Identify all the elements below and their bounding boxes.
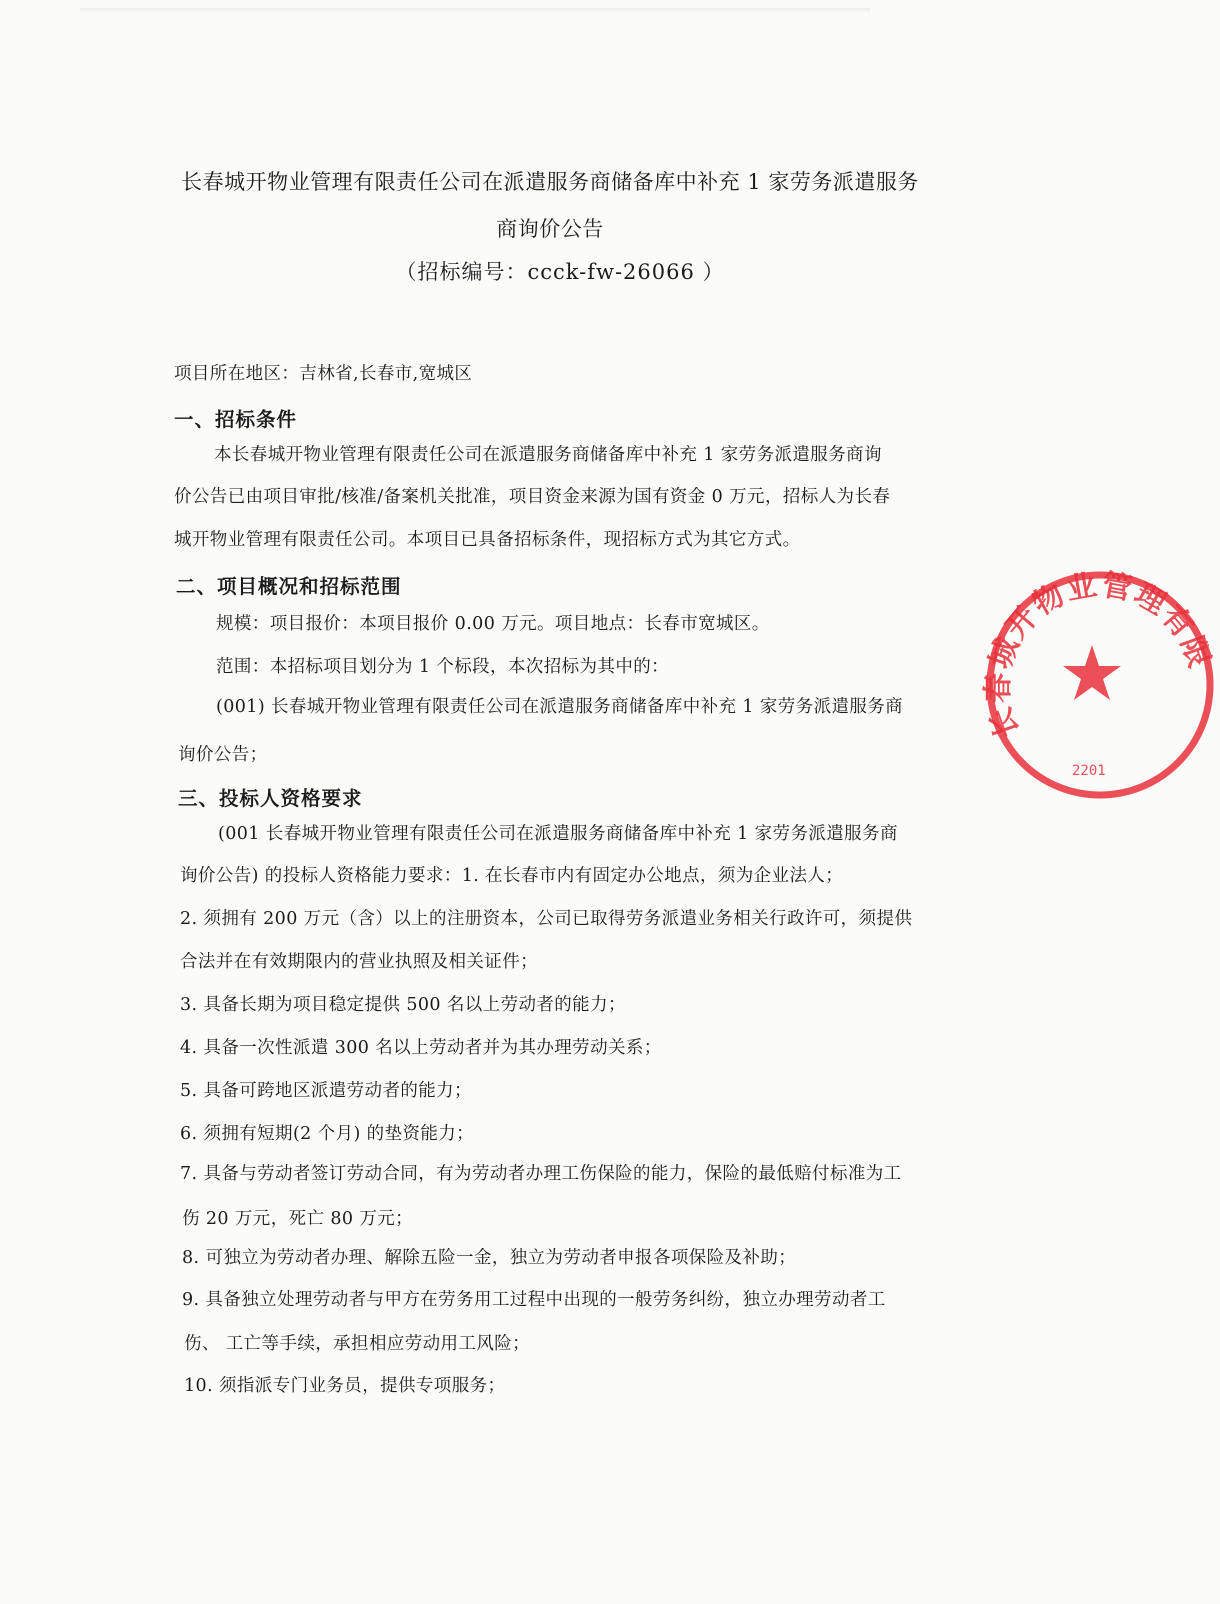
section-3-line: (001 长春城开物业管理有限责任公司在派遣服务商储备库中补充 1 家劳务派遣服务商 — [218, 824, 898, 844]
section-3-line: 合法并在有效期限内的营业执照及相关证件； — [180, 952, 538, 972]
section-2-heading: 二、项目概况和招标范围 — [176, 575, 402, 598]
section-3-line: 2. 须拥有 200 万元（含）以上的注册资本，公司已取得劳务派遣业务相关行政许可，须提供 — [180, 909, 913, 929]
seal-number: 2201 — [1072, 763, 1106, 779]
scan-shadow — [80, 8, 870, 14]
section-3-line: 伤、 工亡等手续，承担相应劳动用工风险； — [184, 1334, 531, 1354]
section-2-line: 范围：本招标项目划分为 1 个标段，本次招标为其中的： — [216, 657, 670, 677]
section-3-line: 10. 须指派专门业务员，提供专项服务； — [184, 1376, 506, 1396]
section-3-line: 8. 可独立为劳动者办理、解除五险一金，独立为劳动者申报各项保险及补助； — [182, 1248, 797, 1268]
section-2-line: (001) 长春城开物业管理有限责任公司在派遣服务商储备库中补充 1 家劳务派遣服务商 — [216, 697, 904, 717]
section-3-line: 9. 具备独立处理劳动者与甲方在劳务用工过程中出现的一般劳务纠纷，独立办理劳动者工 — [182, 1290, 886, 1310]
section-3-line: 3. 具备长期为项目稳定提供 500 名以上劳动者的能力； — [180, 995, 626, 1015]
section-3-line: 5. 具备可跨地区派遣劳动者的能力； — [180, 1081, 472, 1101]
star-icon — [1063, 645, 1121, 700]
section-3-line: 7. 具备与劳动者签订劳动合同，有为劳动者办理工伤保险的能力，保险的最低赔付标准为工 — [180, 1164, 902, 1184]
project-location: 项目所在地区：吉林省,长春市,宽城区 — [174, 364, 473, 384]
section-3-line: 6. 须拥有短期(2 个月) 的垫资能力； — [180, 1124, 475, 1144]
seal-arc-text: 长春城开物业管理有限 — [980, 567, 1218, 743]
title-line-2: 商询价公告 — [496, 217, 604, 241]
section-1-line: 城开物业管理有限责任公司。本项目已具备招标条件，现招标方式为其它方式。 — [174, 530, 801, 550]
section-1-line: 本长春城开物业管理有限责任公司在派遣服务商储备库中补充 1 家劳务派遣服务商询 — [214, 445, 882, 465]
title-line-1: 长春城开物业管理有限责任公司在派遣服务商储备库中补充 1 家劳务派遣服务 — [181, 170, 919, 194]
bid-number: （招标编号：ccck-fw-26066 ） — [395, 260, 725, 284]
section-3-line: 伤 20 万元，死亡 80 万元； — [182, 1209, 414, 1229]
section-3-line: 询价公告) 的投标人资格能力要求：1. 在长春市内有固定办公地点，须为企业法人； — [180, 866, 844, 886]
section-1-heading: 一、招标条件 — [174, 408, 298, 431]
company-seal — [980, 565, 1220, 805]
section-2-line: 询价公告； — [178, 745, 268, 765]
section-3-heading: 三、投标人资格要求 — [178, 787, 363, 810]
section-2-line: 规模：项目报价：本项目报价 0.00 万元。项目地点：长春市宽城区。 — [216, 614, 770, 634]
section-3-line: 4. 具备一次性派遣 300 名以上劳动者并为其办理劳动关系； — [180, 1038, 662, 1058]
section-1-line: 价公告已由项目审批/核准/备案机关批准，项目资金来源为国有资金 0 万元，招标人为长春 — [174, 487, 891, 507]
